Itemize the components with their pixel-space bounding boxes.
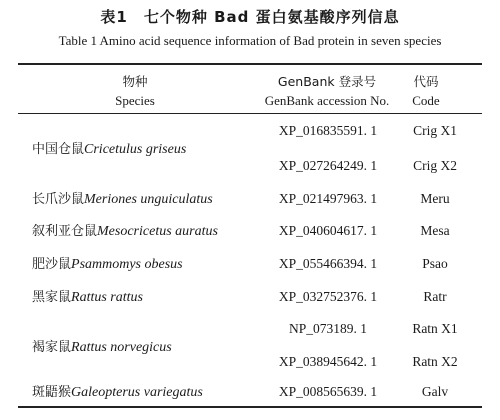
species-name-cn: 中国仓鼠 [32, 142, 85, 157]
species-name-cn: 褐家鼠 [32, 340, 72, 355]
code-cell: Crig X2 [413, 158, 457, 173]
species-name-sci: Cricetulus griseus [84, 142, 187, 157]
code-cell: Ratn X2 [412, 354, 458, 369]
species-name-cn: 肥沙鼠 [32, 257, 72, 272]
species-name-sci: Galeopterus variegatus [71, 385, 203, 400]
species-name-cn: 斑鼯猴 [32, 385, 72, 400]
header-species-en: Species [115, 93, 155, 108]
species-cell [32, 140, 186, 159]
bottom-rule [18, 406, 482, 408]
accession-cell: XP_038945642. 1 [278, 354, 378, 369]
header-species [60, 72, 210, 110]
species-name-sci: Mesocricetus auratus [97, 224, 218, 239]
code-cell: Crig X1 [413, 123, 457, 138]
species-name-sci: Psammomys obesus [71, 257, 183, 272]
accession-cell: XP_027264249. 1 [278, 158, 378, 173]
table-title-cn: 表1 七个物种 Bad 蛋白氨基酸序列信息 [100, 8, 400, 26]
code-cell: Meru [420, 191, 450, 206]
species-cell [32, 255, 183, 274]
accession-cell: XP_021497963. 1 [278, 191, 378, 206]
accession-cell: XP_016835591. 1 [278, 123, 378, 138]
species-name-cn: 黑家鼠 [32, 290, 72, 305]
accession-cell: NP_073189. 1 [288, 321, 367, 336]
header-accession [242, 72, 412, 110]
species-name-cn: 叙利亚仓鼠 [32, 224, 98, 239]
accession-cell: XP_055466394. 1 [278, 256, 378, 271]
species-cell [32, 338, 172, 357]
species-cell [32, 222, 218, 241]
species-name-sci: Rattus norvegicus [71, 340, 172, 355]
header-rule [18, 113, 482, 114]
species-name-sci: Meriones unguiculatus [84, 192, 213, 207]
top-rule [18, 63, 482, 65]
species-name-cn: 长爪沙鼠 [32, 192, 85, 207]
header-species-cn: 物种 [122, 74, 148, 89]
header-accession-en: GenBank accession No. [264, 93, 390, 108]
accession-cell: XP_040604617. 1 [278, 223, 378, 238]
code-cell: Psao [422, 256, 448, 271]
header-code-cn: 代码 [413, 74, 439, 89]
species-name-sci: Rattus rattus [71, 290, 143, 305]
header-code [396, 72, 456, 110]
species-cell [32, 190, 213, 209]
code-cell: Mesa [420, 223, 450, 238]
species-cell [32, 383, 203, 402]
header-code-en: Code [412, 93, 440, 108]
table-title-en: Table 1 Amino acid sequence information of Bad protein in seven species [58, 33, 442, 48]
accession-cell: XP_032752376. 1 [278, 289, 378, 304]
code-cell: Galv [421, 384, 449, 399]
header-accession-cn: GenBank 登录号 [277, 74, 377, 89]
code-cell: Ratn X1 [412, 321, 458, 336]
accession-cell: XP_008565639. 1 [278, 384, 378, 399]
species-cell [32, 288, 143, 307]
code-cell: Ratr [423, 289, 447, 304]
